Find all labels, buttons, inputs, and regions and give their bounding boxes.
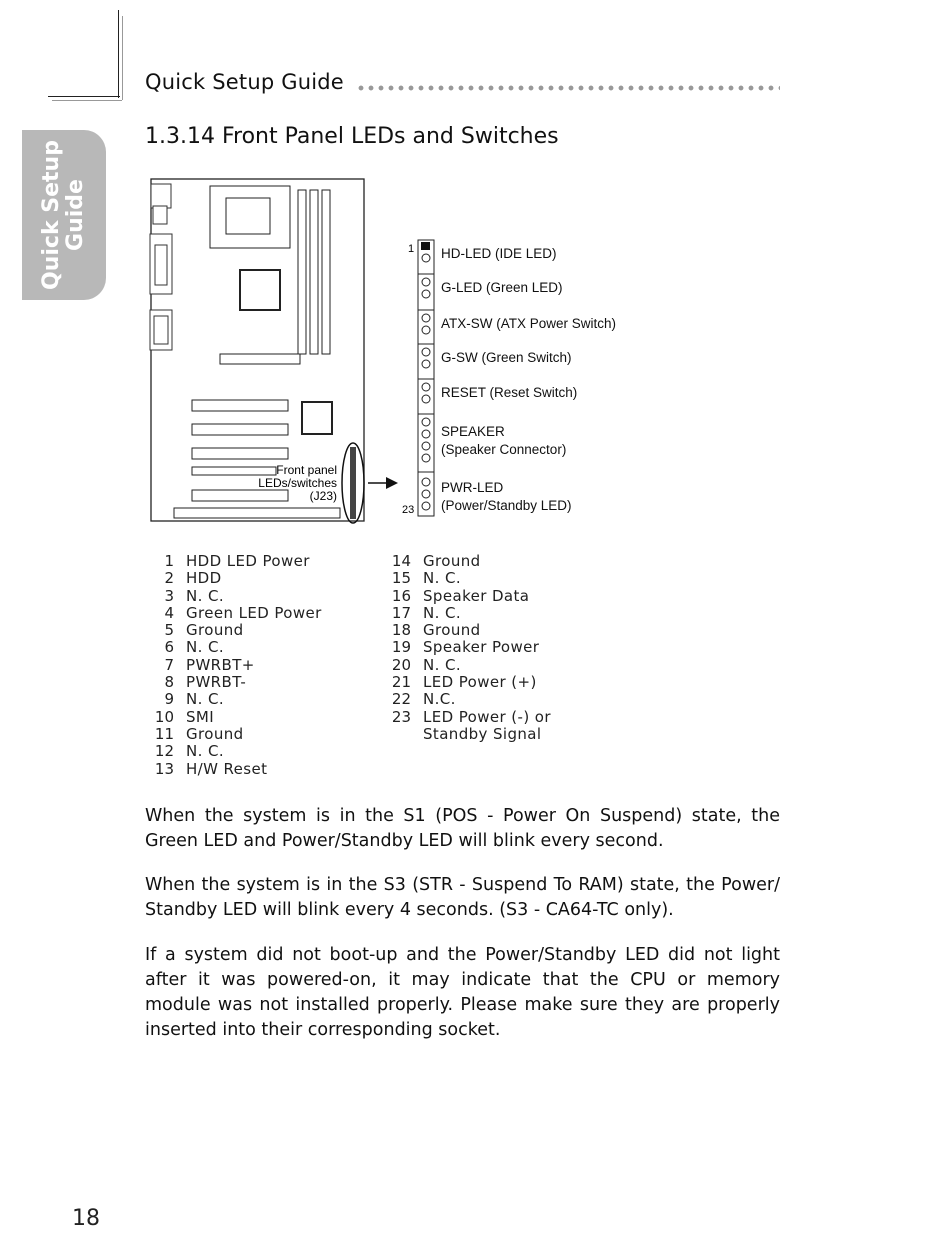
pin-row (140, 726, 322, 743)
pin-function: HDD LED Power (186, 552, 310, 570)
northbridge (240, 270, 280, 310)
pin-circle (422, 314, 430, 322)
io-port (153, 206, 167, 224)
pin-number: 13 (154, 759, 174, 778)
pin-number: 21 (391, 673, 411, 692)
pin-row (140, 657, 322, 674)
pin-row (377, 605, 551, 622)
label-g-sw: G-SW (Green Switch) (441, 350, 572, 365)
io-port (154, 316, 168, 344)
pin-number: 17 (391, 603, 411, 622)
pin-row (377, 674, 551, 691)
pin-function: LED Power (-) or (423, 707, 551, 726)
pin-row (377, 588, 551, 605)
pin-circle (422, 290, 430, 298)
pin-number: 20 (391, 655, 411, 674)
pin-number: 5 (164, 621, 174, 640)
pin-row (377, 553, 551, 570)
board-label-line1: Front panel (276, 463, 337, 477)
pin-row (377, 657, 551, 674)
pin-circle (422, 430, 430, 438)
pin-row (140, 761, 322, 778)
pin-number: 14 (391, 552, 411, 570)
pin-circle (422, 348, 430, 356)
pin-circle (422, 395, 430, 403)
pin-function: Standby Signal (423, 724, 542, 743)
pin-function: N. C. (186, 638, 224, 657)
io-port (155, 245, 167, 285)
pin-number: 15 (391, 569, 411, 588)
pin-function: Speaker Power (423, 638, 540, 657)
board-label-line3: (J23) (309, 489, 337, 503)
pin-number: 18 (391, 621, 411, 640)
pin-number: 7 (164, 655, 174, 674)
crop-mark (118, 10, 119, 98)
crop-mark (48, 96, 120, 97)
pin-function: Green LED Power (186, 603, 322, 622)
j23-header (350, 447, 356, 519)
front-panel-diagram (140, 170, 640, 525)
label-pwr-led-sub: (Power/Standby LED) (441, 498, 572, 513)
pin-number: 12 (154, 742, 174, 761)
pin-number: 22 (391, 690, 411, 709)
pin-row (377, 691, 551, 708)
chapter-tab-line1: Quick Setup (39, 140, 64, 290)
label-atx-sw: ATX-SW (ATX Power Switch) (441, 316, 617, 331)
pin-row (140, 743, 322, 760)
pin-row (140, 553, 322, 570)
pin-number: 10 (154, 707, 174, 726)
pin-number: 6 (164, 638, 174, 657)
paragraph-troubleshoot: If a system did not boot-up and the Power/Standby LED did not light after it was powered-on, it may indicate that the CPU or memory module was not installed properly. Please make sure they are properly inserted into their corresponding socket. (145, 945, 780, 1040)
pin-circle (422, 326, 430, 334)
pointer-arrowhead (386, 477, 398, 489)
pin-function: Ground (186, 724, 244, 743)
pin-function: Ground (186, 621, 244, 640)
pin-circle (422, 454, 430, 462)
label-pwr-led: PWR-LED (441, 480, 504, 495)
label-speaker-sub: (Speaker Connector) (441, 442, 567, 457)
pin-function: Speaker Data (423, 586, 530, 605)
pin-row (140, 570, 322, 587)
pin-circle (422, 383, 430, 391)
pin-circle (422, 478, 430, 486)
pin-function: N. C. (423, 603, 461, 622)
pin-row (377, 709, 551, 726)
cpu-socket-inner (226, 198, 270, 234)
label-reset: RESET (Reset Switch) (441, 385, 578, 400)
pin-function: SMI (186, 707, 215, 726)
pin-circle (422, 278, 430, 286)
pin-list-right (377, 553, 551, 743)
pin-row (377, 570, 551, 587)
board-label-line (310, 489, 337, 503)
pin-function: Ground (423, 621, 481, 640)
pin-number: 3 (164, 586, 174, 605)
pin-circle (422, 490, 430, 498)
pin-function: PWRBT- (186, 673, 247, 692)
board-label-line (258, 476, 337, 490)
pin-circle (422, 360, 430, 368)
pin-circle (422, 254, 430, 262)
pin-first-label: 1 (408, 243, 415, 255)
pin-number: 9 (164, 690, 174, 709)
pin-row (377, 639, 551, 656)
pin-number: 2 (164, 569, 174, 588)
pin-row (140, 709, 322, 726)
crop-mark-shadow (52, 100, 122, 101)
pin-row (140, 605, 322, 622)
crop-mark-shadow (122, 16, 123, 100)
memory-slots (298, 190, 330, 354)
pin-function: N. C. (423, 569, 461, 588)
pin-strip (418, 240, 434, 516)
pin-number: 23 (391, 707, 411, 726)
pin-number (377, 726, 411, 743)
pin-function: Ground (423, 552, 481, 570)
pin-number: 11 (154, 724, 174, 743)
io-port (151, 184, 171, 208)
chapter-tab-label (22, 130, 106, 300)
pin-square (421, 242, 430, 250)
board-label-line2: LEDs/switches (258, 476, 337, 490)
section-title: 1.3.14 Front Panel LEDs and Switches (145, 124, 559, 149)
paragraph-s3: When the system is in the S3 (STR - Suspend To RAM) state, the Power/ Standby LED will blink every 4 seconds. (S3 - CA64-TC only). (145, 875, 780, 920)
pin-row (140, 691, 322, 708)
board-label-line (276, 463, 337, 477)
pin-circle (422, 502, 430, 510)
pin-number: 16 (391, 586, 411, 605)
label-speaker: SPEAKER (441, 424, 505, 439)
chapter-tab-line2: Guide (63, 179, 88, 251)
pin-number: 1 (164, 552, 174, 570)
agp-slot (220, 354, 300, 364)
label-hd-led: HD-LED (IDE LED) (441, 246, 557, 261)
pin-function: HDD (186, 569, 222, 588)
pin-list-left (140, 553, 322, 778)
page-number: 18 (72, 1206, 100, 1231)
pin-function: N. C. (186, 586, 224, 605)
pin-function: N. C. (186, 742, 224, 761)
pin-function: N. C. (423, 655, 461, 674)
pin-number: 4 (164, 603, 174, 622)
pin-circle (422, 442, 430, 450)
running-header: Quick Setup Guide (145, 70, 344, 94)
pin-number: 19 (391, 638, 411, 657)
southbridge (302, 402, 332, 434)
pin-function: H/W Reset (186, 759, 268, 778)
pin-row (377, 622, 551, 639)
pin-row (140, 674, 322, 691)
connector-labels (441, 246, 616, 513)
pin-last-label: 23 (402, 504, 415, 516)
label-g-led: G-LED (Green LED) (441, 280, 563, 295)
pin-number: 8 (164, 673, 174, 692)
pin-circle (422, 418, 430, 426)
pin-function: PWRBT+ (186, 655, 255, 674)
pin-function: N. C. (186, 690, 224, 709)
pin-row (140, 588, 322, 605)
paragraph-s1: When the system is in the S1 (POS - Power On Suspend) state, the Green LED and Power/Standby LED will blink every second. (145, 806, 780, 851)
pin-row (377, 726, 551, 743)
pin-function: N.C. (423, 690, 456, 709)
pin-function: LED Power (+) (423, 673, 537, 692)
header-dot-rule (356, 84, 780, 92)
pin-row (140, 622, 322, 639)
pin-row (140, 639, 322, 656)
